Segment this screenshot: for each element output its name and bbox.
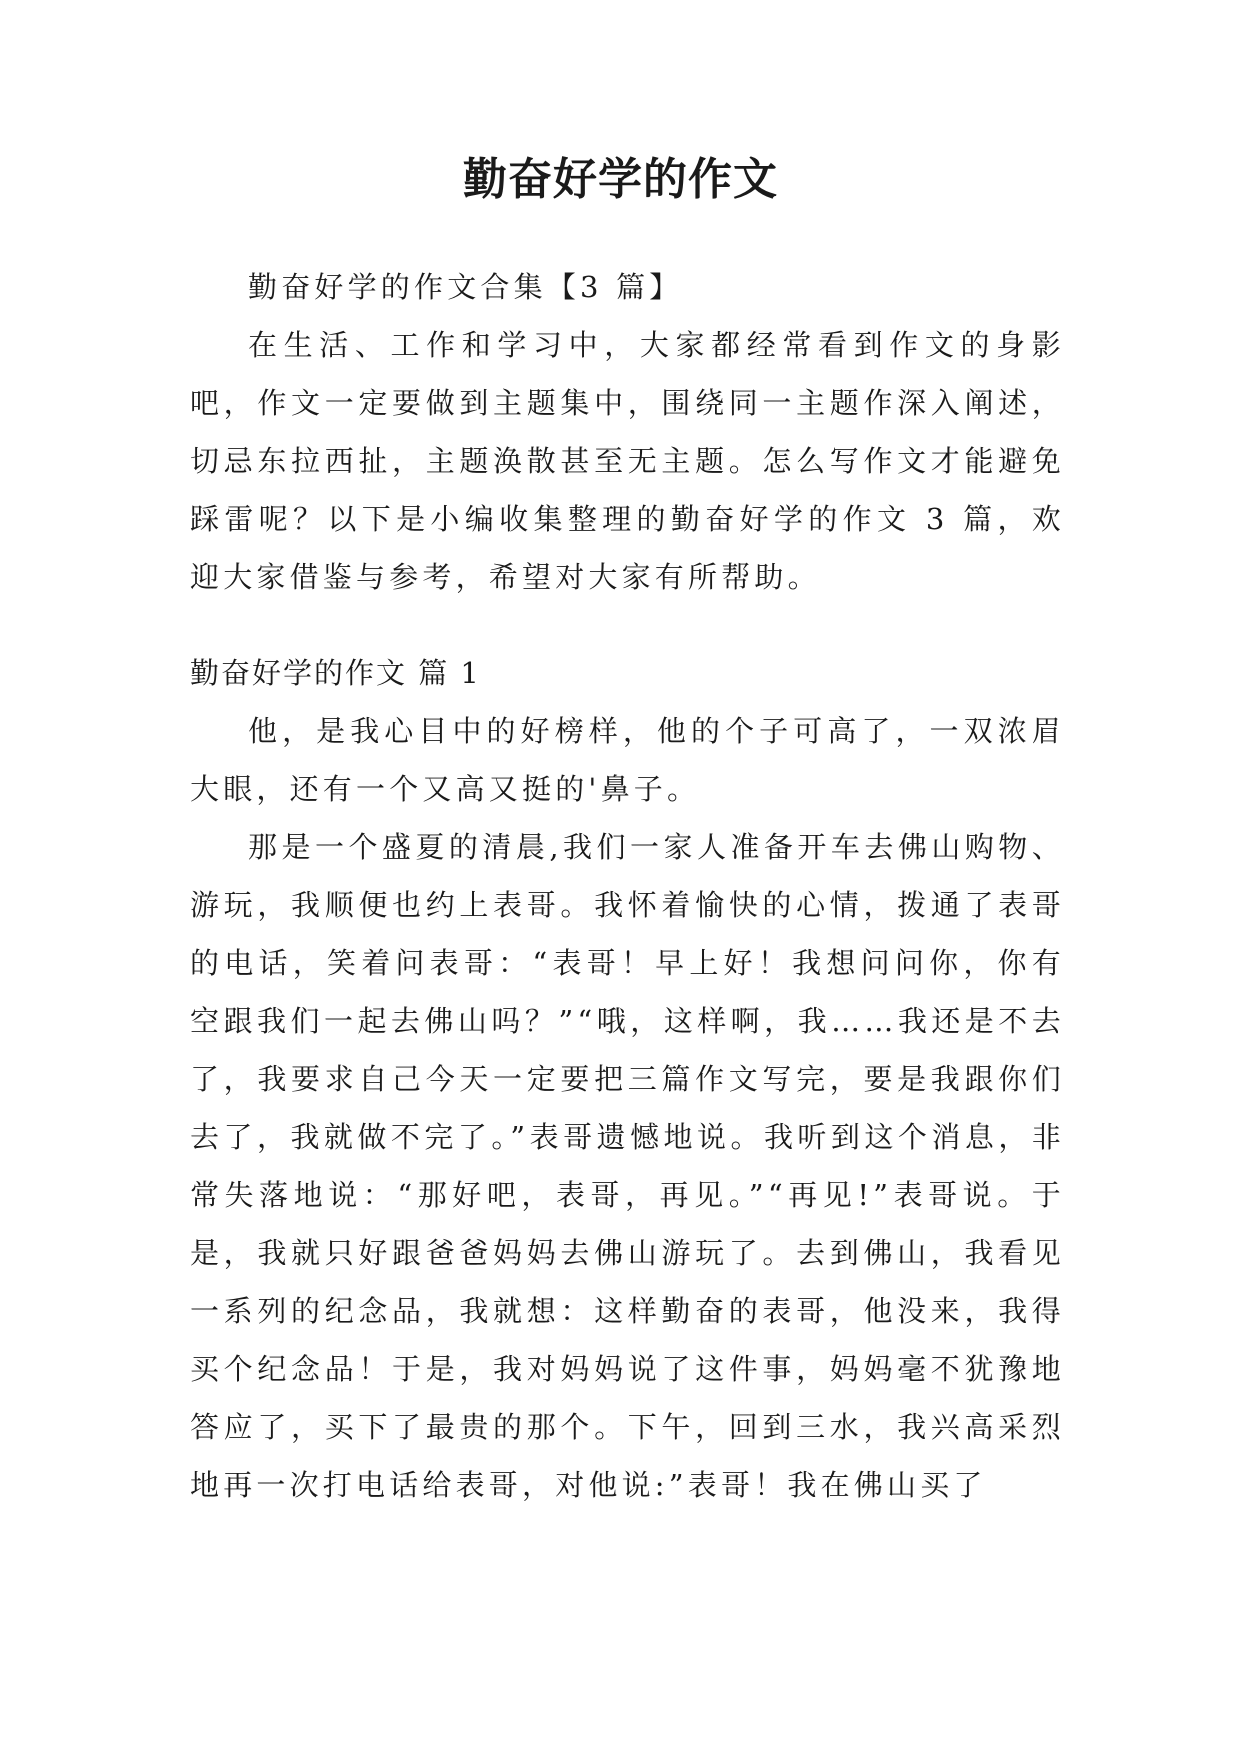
body-paragraph: 那是一个盛夏的清晨,我们一家人准备开车去佛山购物、游玩，我顺便也约上表哥。我怀着愉快的心情，拨通了表哥的电话，笑着问表哥：“表哥！早上好！我想问问你，你有空跟我们一起去佛山吗？”“哦，这样啊，我……我还是不去了，我要求自己今天一定要把三篇作文写完，要是我跟你们去了，我就做不完了。”表哥遗憾地说。我听到这个消息，非常失落地说：“那好吧，表哥，再见。”“再见!”表哥说。于是，我就只好跟爸爸妈妈去佛山游玩了。去到佛山，我看见一系列的纪念品，我就想：这样勤奋的表哥，他没来，我得买个纪念品！于是，我对妈妈说了这件事，妈妈毫不犹豫地答应了，买下了最贵的那个。下午，回到三水，我兴高采烈地再一次打电话给表哥，对他说:”表哥！我在佛山买了 [190, 830, 1065, 1502]
document-subtitle: 勤奋好学的作文合集【3 篇】 [248, 270, 683, 304]
section-heading: 勤奋好学的作文 篇 1 [190, 656, 481, 690]
body-paragraph: 他，是我心目中的好榜样，他的个子可高了，一双浓眉大眼，还有一个又高又挺的'鼻子。 [190, 714, 1065, 806]
document-body [190, 258, 1065, 1514]
document-title: 勤奋好学的作文 [463, 154, 778, 205]
intro-paragraph: 在生活、工作和学习中，大家都经常看到作文的身影吧，作文一定要做到主题集中，围绕同一主题作深入阐述，切忌东拉西扯，主题涣散甚至无主题。怎么写作文才能避免踩雷呢？以下是小编收集整理的勤奋好学的作文 3 篇，欢迎大家借鉴与参考，希望对大家有所帮助。 [190, 328, 1065, 594]
